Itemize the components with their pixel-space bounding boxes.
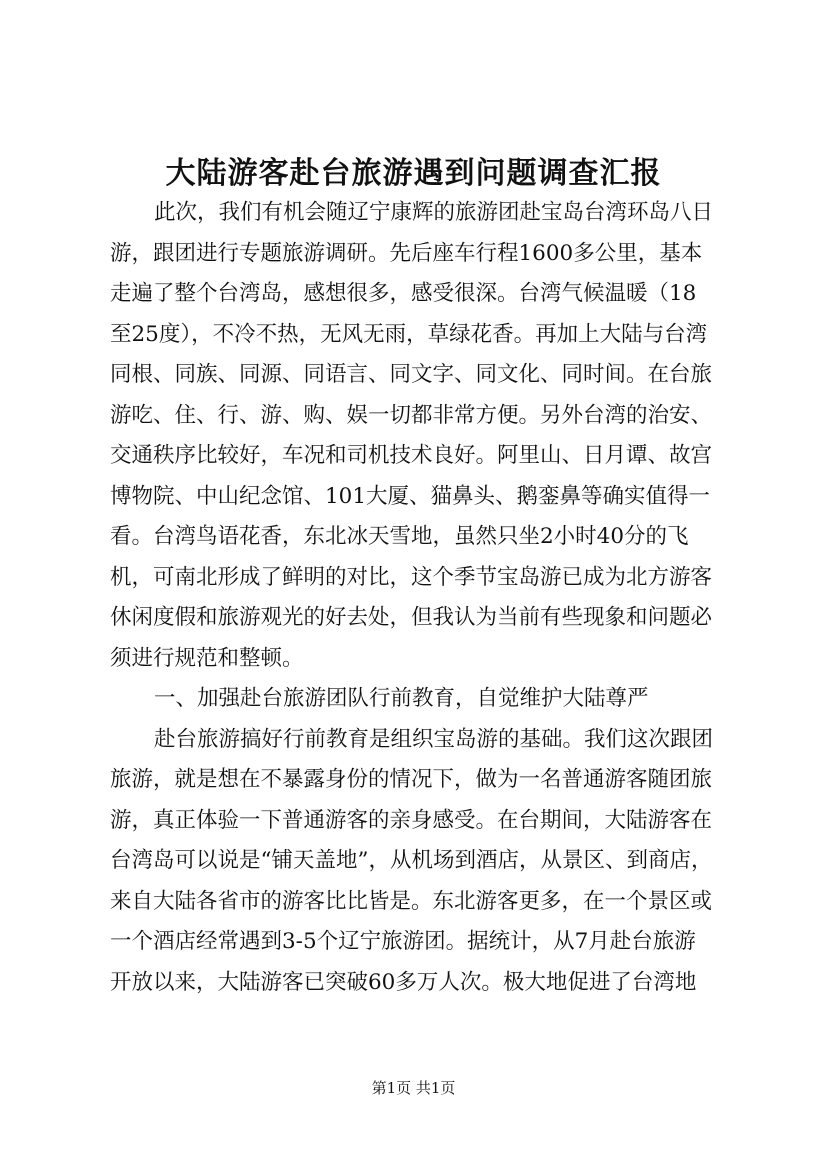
paragraph-line: 赴台旅游搞好行前教育是组织宝岛游的基础。我们这次跟团 xyxy=(154,726,714,752)
paragraph-line: 博物院、中山纪念馆、101大厦、猫鼻头、鹅銮鼻等确实值得一 xyxy=(110,483,711,509)
paragraph-line: 游吃、住、行、游、购、娱一切都非常方便。另外台湾的治安、 xyxy=(110,402,713,428)
paragraph-line: 一个酒店经常遇到3-5个辽宁旅游团。据统计，从7月赴台旅游 xyxy=(110,929,696,954)
paragraph-line: 看。台湾鸟语花香，东北冰天雪地，虽然只坐2小时40分的飞 xyxy=(110,524,689,549)
paragraph-line: 游，跟团进行专题旅游调研。先后座车行程1600多公里，基本 xyxy=(110,240,703,266)
paragraph-line: 交通秩序比较好，车况和司机技术良好。阿里山、日月谭、故宫 xyxy=(110,443,713,468)
paragraph-line: 至25度），不冷不热，无风无雨，草绿花香。再加上大陆与台湾 xyxy=(110,321,708,347)
paragraph-line: 须进行规范和整顿。 xyxy=(110,645,304,671)
paragraph-line: 来自大陆各省市的游客比比皆是。东北游客更多，在一个景区或 xyxy=(110,888,713,914)
document-title: 大陆游客赴台旅游遇到问题调查汇报 xyxy=(165,156,662,191)
paragraph-line: 走遍了整个台湾岛，感想很多，感受很深。台湾气候温暖（18 xyxy=(110,281,697,306)
document-body xyxy=(110,193,738,1003)
paragraph-line: 机，可南北形成了鲜明的对比，这个季节宝岛游已成为北方游客 xyxy=(110,564,713,590)
paragraph-line: 同根、同族、同源、同语言、同文字、同文化、同时间。在台旅 xyxy=(110,362,713,387)
paragraph-line: 此次，我们有机会随辽宁康辉的旅游团赴宝岛台湾环岛八日 xyxy=(154,200,714,225)
section-heading: 一、加强赴台旅游团队行前教育，自觉维护大陆尊严 xyxy=(154,686,649,711)
paragraph-line: 游，真正体验一下普通游客的亲身感受。在台期间，大陆游客在 xyxy=(110,807,713,833)
paragraph-line: 台湾岛可以说是“铺天盖地”，从机场到酒店，从景区、到商店， xyxy=(110,848,713,873)
paragraph-line: 开放以来，大陆游客已突破60多万人次。极大地促进了台湾地 xyxy=(110,969,697,995)
page-footer: 第1页 共1页 xyxy=(371,1079,456,1097)
paragraph-line: 旅游，就是想在不暴露身份的情况下，做为一名普通游客随团旅 xyxy=(110,767,713,792)
paragraph-line: 休闲度假和旅游观光的好去处，但我认为当前有些现象和问题必 xyxy=(110,605,713,630)
